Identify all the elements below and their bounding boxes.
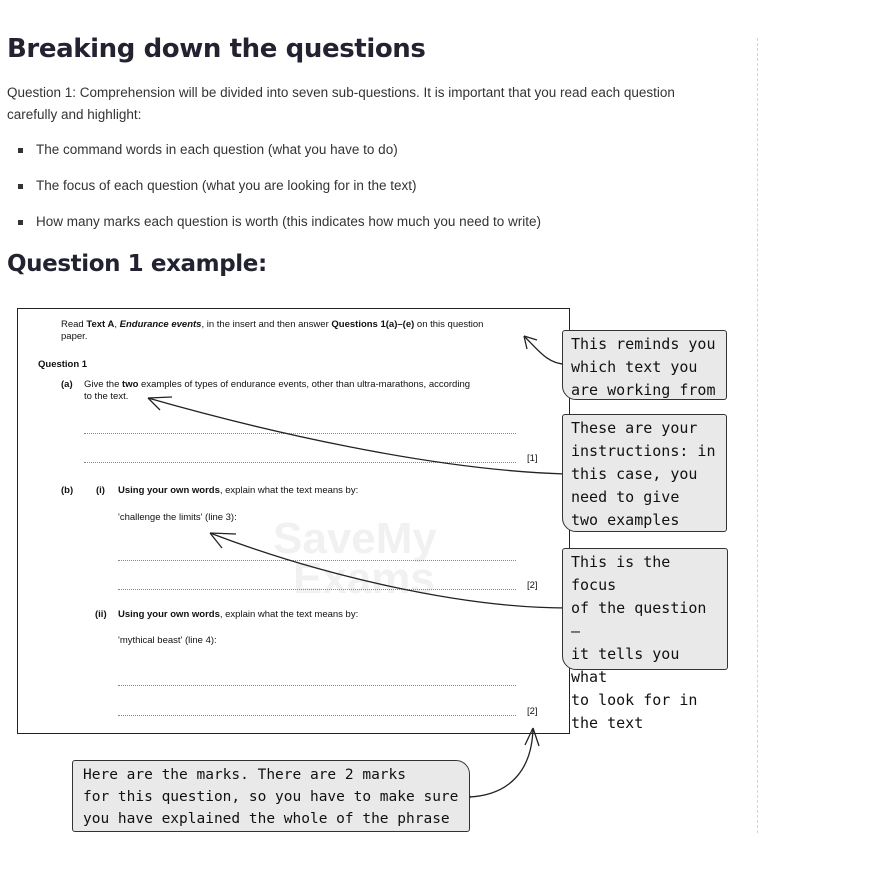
part-bi-label: (i) [96, 485, 105, 496]
part-b-label: (b) [61, 485, 74, 496]
part-bii-quote: 'mythical beast' (line 4): [118, 635, 217, 646]
callout-question-focus: This is the focus of the question – it tells you what to look for in the text [562, 548, 728, 670]
bullet-item: The focus of each question (what you are looking for in the text) [18, 176, 541, 212]
intro-paragraph: Question 1: Comprehension will be divided into seven sub-questions. It is important that you read each question carefully and highlight: [7, 85, 675, 122]
marks-bi: [2] [527, 580, 538, 591]
exam-instructions: Read Text A, Endurance events, in the insert and then answer Questions 1(a)–(e) on this question [61, 319, 484, 330]
callout-marks: Here are the marks. There are 2 marks for this question, so you have to make sure you have explained the whole of the phrase [72, 760, 470, 832]
exam-instructions-line2: paper. [61, 331, 88, 342]
arrow-marks [466, 728, 539, 799]
part-a-question: Give the two examples of types of endurance events, other than ultra-marathons, according [84, 379, 471, 390]
question-label: Question 1 [38, 359, 88, 370]
part-a-label: (a) [61, 379, 73, 390]
marks-a: [1] [527, 453, 538, 464]
example-heading: Question 1 example: [7, 251, 267, 277]
part-bii-question: Using your own words, explain what the text means by: [118, 609, 359, 620]
bullet-item: How many marks each question is worth (this indicates how much you need to write) [18, 212, 541, 248]
watermark: SaveMy Exams [273, 514, 437, 603]
bullet-item: The command words in each question (what you have to do) [18, 140, 541, 176]
part-bii-label: (ii) [95, 609, 107, 620]
arrow-focus [210, 533, 569, 610]
part-bi-quote: 'challenge the limits' (line 3): [118, 512, 237, 523]
callout-instructions: These are your instructions: in this case, you need to give two examples [562, 414, 727, 532]
marks-bii: [2] [527, 706, 538, 717]
page-title: Breaking down the questions [7, 34, 426, 64]
part-bi-question: Using your own words, explain what the text means by: [118, 485, 359, 496]
part-a-question-line2: to the text. [84, 391, 129, 402]
arrow-instructions [148, 397, 568, 476]
callout-text-reminder: This reminds you which text you are working from [562, 330, 727, 400]
